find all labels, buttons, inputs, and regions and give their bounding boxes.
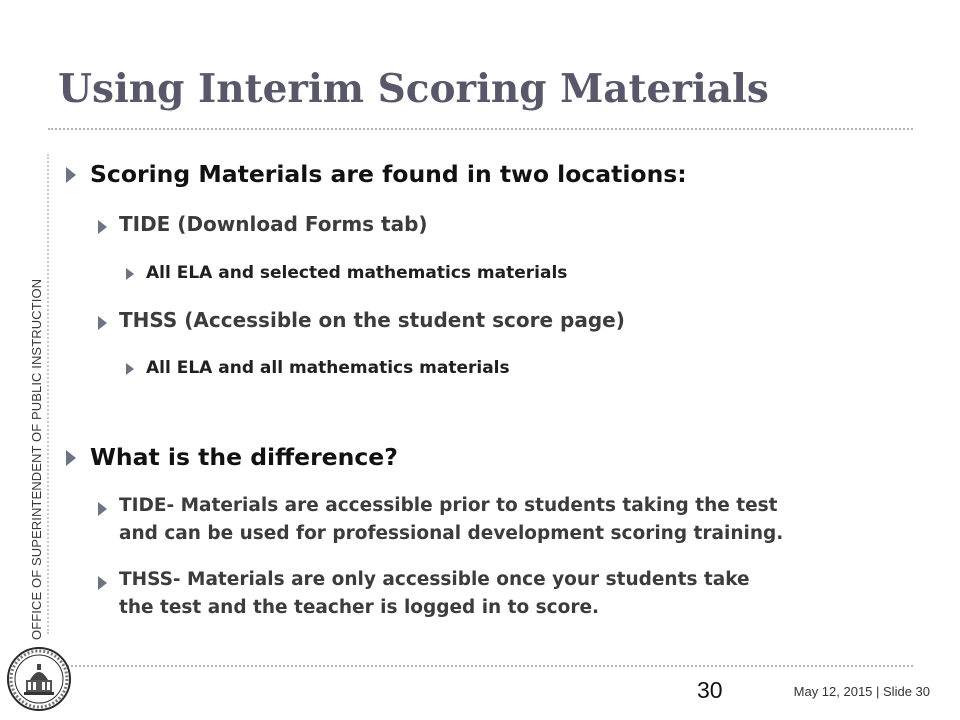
triangle-right-icon [66,167,76,183]
slide-title: Using Interim Scoring Materials [58,66,769,112]
triangle-right-icon [98,220,107,234]
footer-date-slide: May 12, 2015 | Slide 30 [793,684,930,699]
triangle-right-icon [98,316,107,330]
state-seal-icon [6,646,72,712]
page-number: 30 [697,677,723,703]
triangle-right-icon [98,576,107,590]
triangle-right-icon [66,450,76,466]
triangle-right-icon [126,268,134,280]
footer-divider [48,665,913,667]
triangle-right-icon [126,363,134,375]
title-divider [48,128,913,130]
triangle-right-icon [98,502,107,516]
left-dotted-rule [47,154,49,634]
side-organization-label: OFFICE OF SUPERINTENDENT OF PUBLIC INSTRUCTION [29,278,44,640]
